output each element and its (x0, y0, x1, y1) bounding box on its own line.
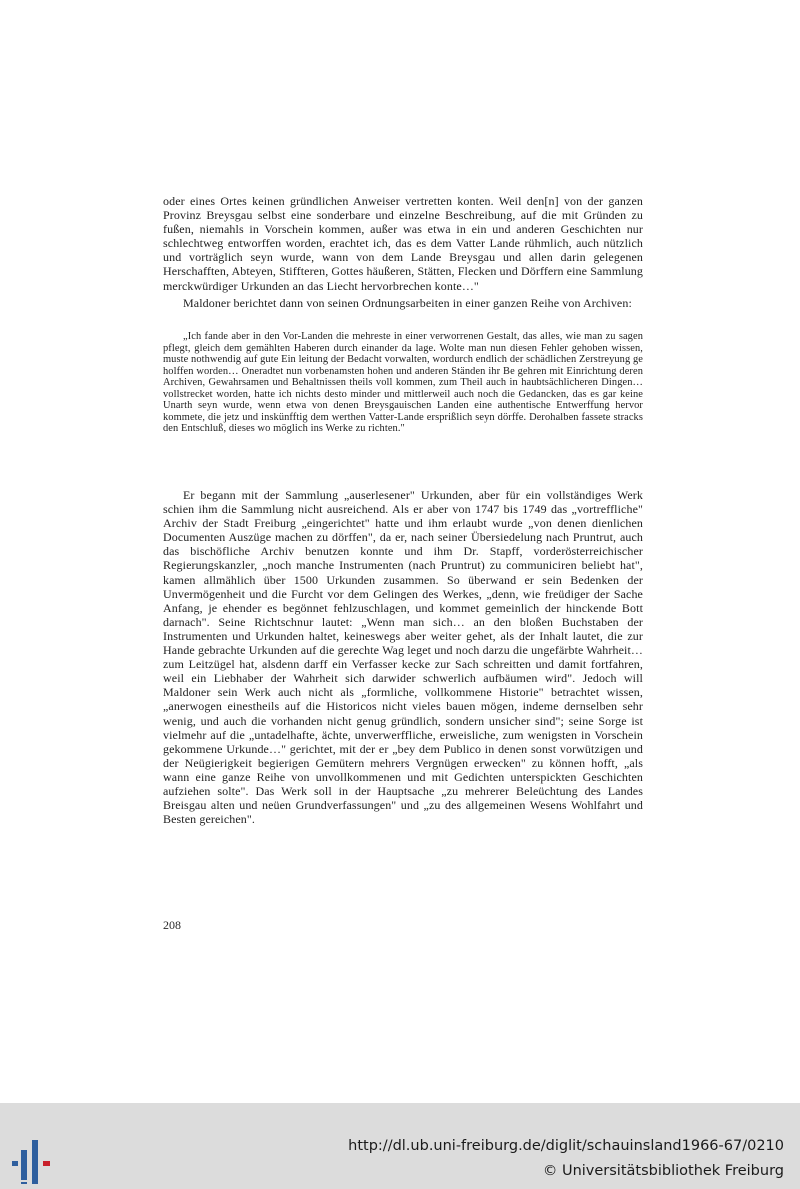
copyright-notice: © Universitätsbibliothek Freiburg (542, 1163, 784, 1179)
paragraph-2 (163, 296, 643, 310)
block-quote (163, 331, 643, 435)
document-url[interactable]: http://dl.ub.uni-freiburg.de/diglit/schauinsland1966-67/0210 (348, 1138, 784, 1154)
paragraph-3 (163, 488, 643, 826)
paragraph-2-text: Maldoner berichtet dann von seinen Ordnungsarbeiten in einer ganzen Reihe von Archiven: (183, 296, 632, 310)
paragraph-1-text: oder eines Ortes keinen gründlichen Anweiser vertretten konten. Weil den[n] von der ganzen Provinz Breysgau selbst eine sonderbare und einzelne Beschreibung, auf die mit Gründen zu fußen, niemahls in Vorschein kommen, außer was etwa in ein und anderen Geschichten nur schlechtweg entworffen worden, erachtet ich, das es dem Vatter Lande rühmlich, auch nützlich und vorträglich seyn wurde, wann von dem Lande Breysgau und allen darin gelegenen Herschafften, Abteyen, Stiffteren, Gottes häußeren, Stätten, Flecken und Dörffern eine Sammlung merckwürdiger Urkunden an das Liecht hervorbrechen konte…" (163, 194, 643, 293)
paragraph-3-text: Er begann mit der Sammlung „auserlesener" Urkunden, aber für ein vollständiges Werk schien ihm die Sammlung nicht ausreichend. Als er aber von 1747 bis 1749 das „vortreffliche" Archiv der Stadt Freiburg „eingerichtet" hatte und ihm erlaubt wurde „von denen dienlichen Documenten Auszüge machen zu dörffen", da er, nach seiner Übersiedelung nach Pruntrut, auch das bischöfliche Archiv benutzen konnte und ihm Dr. Stapff, vorderösterreichischer Regierungskanzler, „noch manche Instrumenten (nach Pruntrut) zu communiciren beliebt hat", kamen allmählich über 1500 Urkunden zusammen. So überwand er sein Bedenken der Unvermögenheit und die Furcht vor dem Gelingen des Werkes, „denn, wie freüdiger der Sache Anfang, je ehender es begönnet fehlzuschlagen, und kommet gemeinlich der hinckende Bott darnach". Seine Richtschnur lautet: „Wenn man sich… an den bloßen Buchstaben der Instrumenten und Urkunden haltet, keineswegs aber weiter gehet, als der Inhalt lautet, die zur Hande gebrachte Urkunden auf die gerechte Wag leget und noch darzu die ungefärbte Wahrheit… zum Leitzügel hat, alsdenn darff ein Verfasser kecke zur Sach schreitten und damit fortfahren, weil ein Liebhaber der Wahrheit sich darwider schwerlich aufbäumen wird". Jedoch will Maldoner sein Werk auch nicht als „formliche, vollkommene Historie" betrachtet wissen, „anerwogen einestheils auf die Historicos nicht vieles bauen mögen, indeme dernselben sehr wenig, und auch die vorhanden nicht genug gründlich, sondern unsicher sind"; seine Sorge ist vielmehr auf die „untadelhafte, ächte, unverwerffliche, erweisliche, zum wenigsten in Vorschein gekommene Urkunde…" gerichtet, mit der er „bey dem Publico in denen sonst vorwützigen und der Neügierigkeit begierigen Gemütern mehrers Vergnügen erwecken" zu können hofft, „als wann eine ganze Reihe von unvollkommenen und mit Gedichten unterspickten Geschichten aufziehen solte". Das Werk soll in der Hauptsache „zu mehrerer Beleüchtung des Landes Breisgau alten und neüen Grundverfassungen" und „zu des allgemeinen Wesens Wohlfahrt und Besten gereichen". (163, 488, 643, 827)
viewer-footer (0, 1103, 800, 1189)
paragraph-1 (163, 194, 643, 293)
block-quote-text: „Ich fande aber in den Vor-Landen die mehreste in einer verworrenen Gestalt, das alles, wie man zu sagen pflegt, gleich dem gemählten Haberen durch einander da lage. Wolte man nun diesen Fehler gehoben wissen, muste nothwendig auf gute Ein leitung der Bedacht vorwalten, wordurch endlich der schädlichen Zerstreyung ge holffen worden… Oneradtet nun vorbenamsten hohen und anderen Ständen ihr Be gehren mit Einrichtung deren Archiven, Gewahrsamen und Behaltnissen theils voll kommen, zum Theil auch in haubtsächlicheren Dingen… vollstrecket worden, hatte ich nichts desto minder und mittlerweil auch noch die Gedancken, das es gar keine Unarth seyn wurde, wenn etwa von denen Breysgauischen Landen eine authentische Entwerffung hervor kommete, die jetz und inskünfftig dem werthen Vatter-Lande ersprißlich seyn dörffe. Derohalben fassete stracks den Entschluß, dieses wo möglich ins Werke zu richten." (163, 331, 643, 435)
page-number: 208 (163, 918, 181, 932)
ub-freiburg-logo-icon (12, 1140, 52, 1184)
